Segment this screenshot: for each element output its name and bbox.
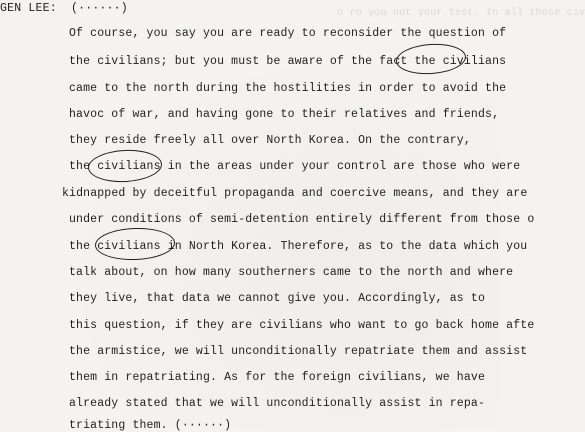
- text-line: this question, if they are civilians who want to go back home afte: [69, 319, 535, 332]
- text-line: havoc of war, and having gone to their relatives and friends,: [69, 108, 500, 121]
- text-line: the civilians; but you must be aware of the fact the civilians: [69, 55, 507, 68]
- text-line: they reside freely all over North Korea. On the contrary,: [69, 134, 471, 147]
- text-line: the armistice, we will unconditionally repatriate them and assist: [69, 345, 528, 358]
- text-line: the civilians in North Korea. Therefore, as to the data which you: [69, 240, 528, 253]
- text-line: the civilians in the areas under your control are those who were: [69, 160, 521, 173]
- speaker-label: GEN LEE: (······): [0, 2, 128, 15]
- text-line: triating them. (······): [69, 419, 232, 432]
- text-line: talk about, on how many southerners came to the north and where: [69, 266, 514, 279]
- text-line: under conditions of semi-detention entirely different from those o: [69, 213, 535, 226]
- text-line: already stated that we will unconditionally assist in repa-: [69, 397, 486, 410]
- text-line: them in repatriating. As for the foreign civilians, we have: [69, 371, 486, 384]
- text-line: kidnapped by deceitful propaganda and coercive means, and they are: [62, 187, 528, 200]
- text-line: they live, that data we cannot give you. Accordingly, as to: [69, 292, 486, 305]
- text-line: Of course, you say you are ready to reconsider the question of: [69, 27, 507, 40]
- bleed-through-text: o ro you not your test. In all those civ: [300, 8, 585, 19]
- text-line: came to the north during the hostilities in order to avoid the: [69, 82, 507, 95]
